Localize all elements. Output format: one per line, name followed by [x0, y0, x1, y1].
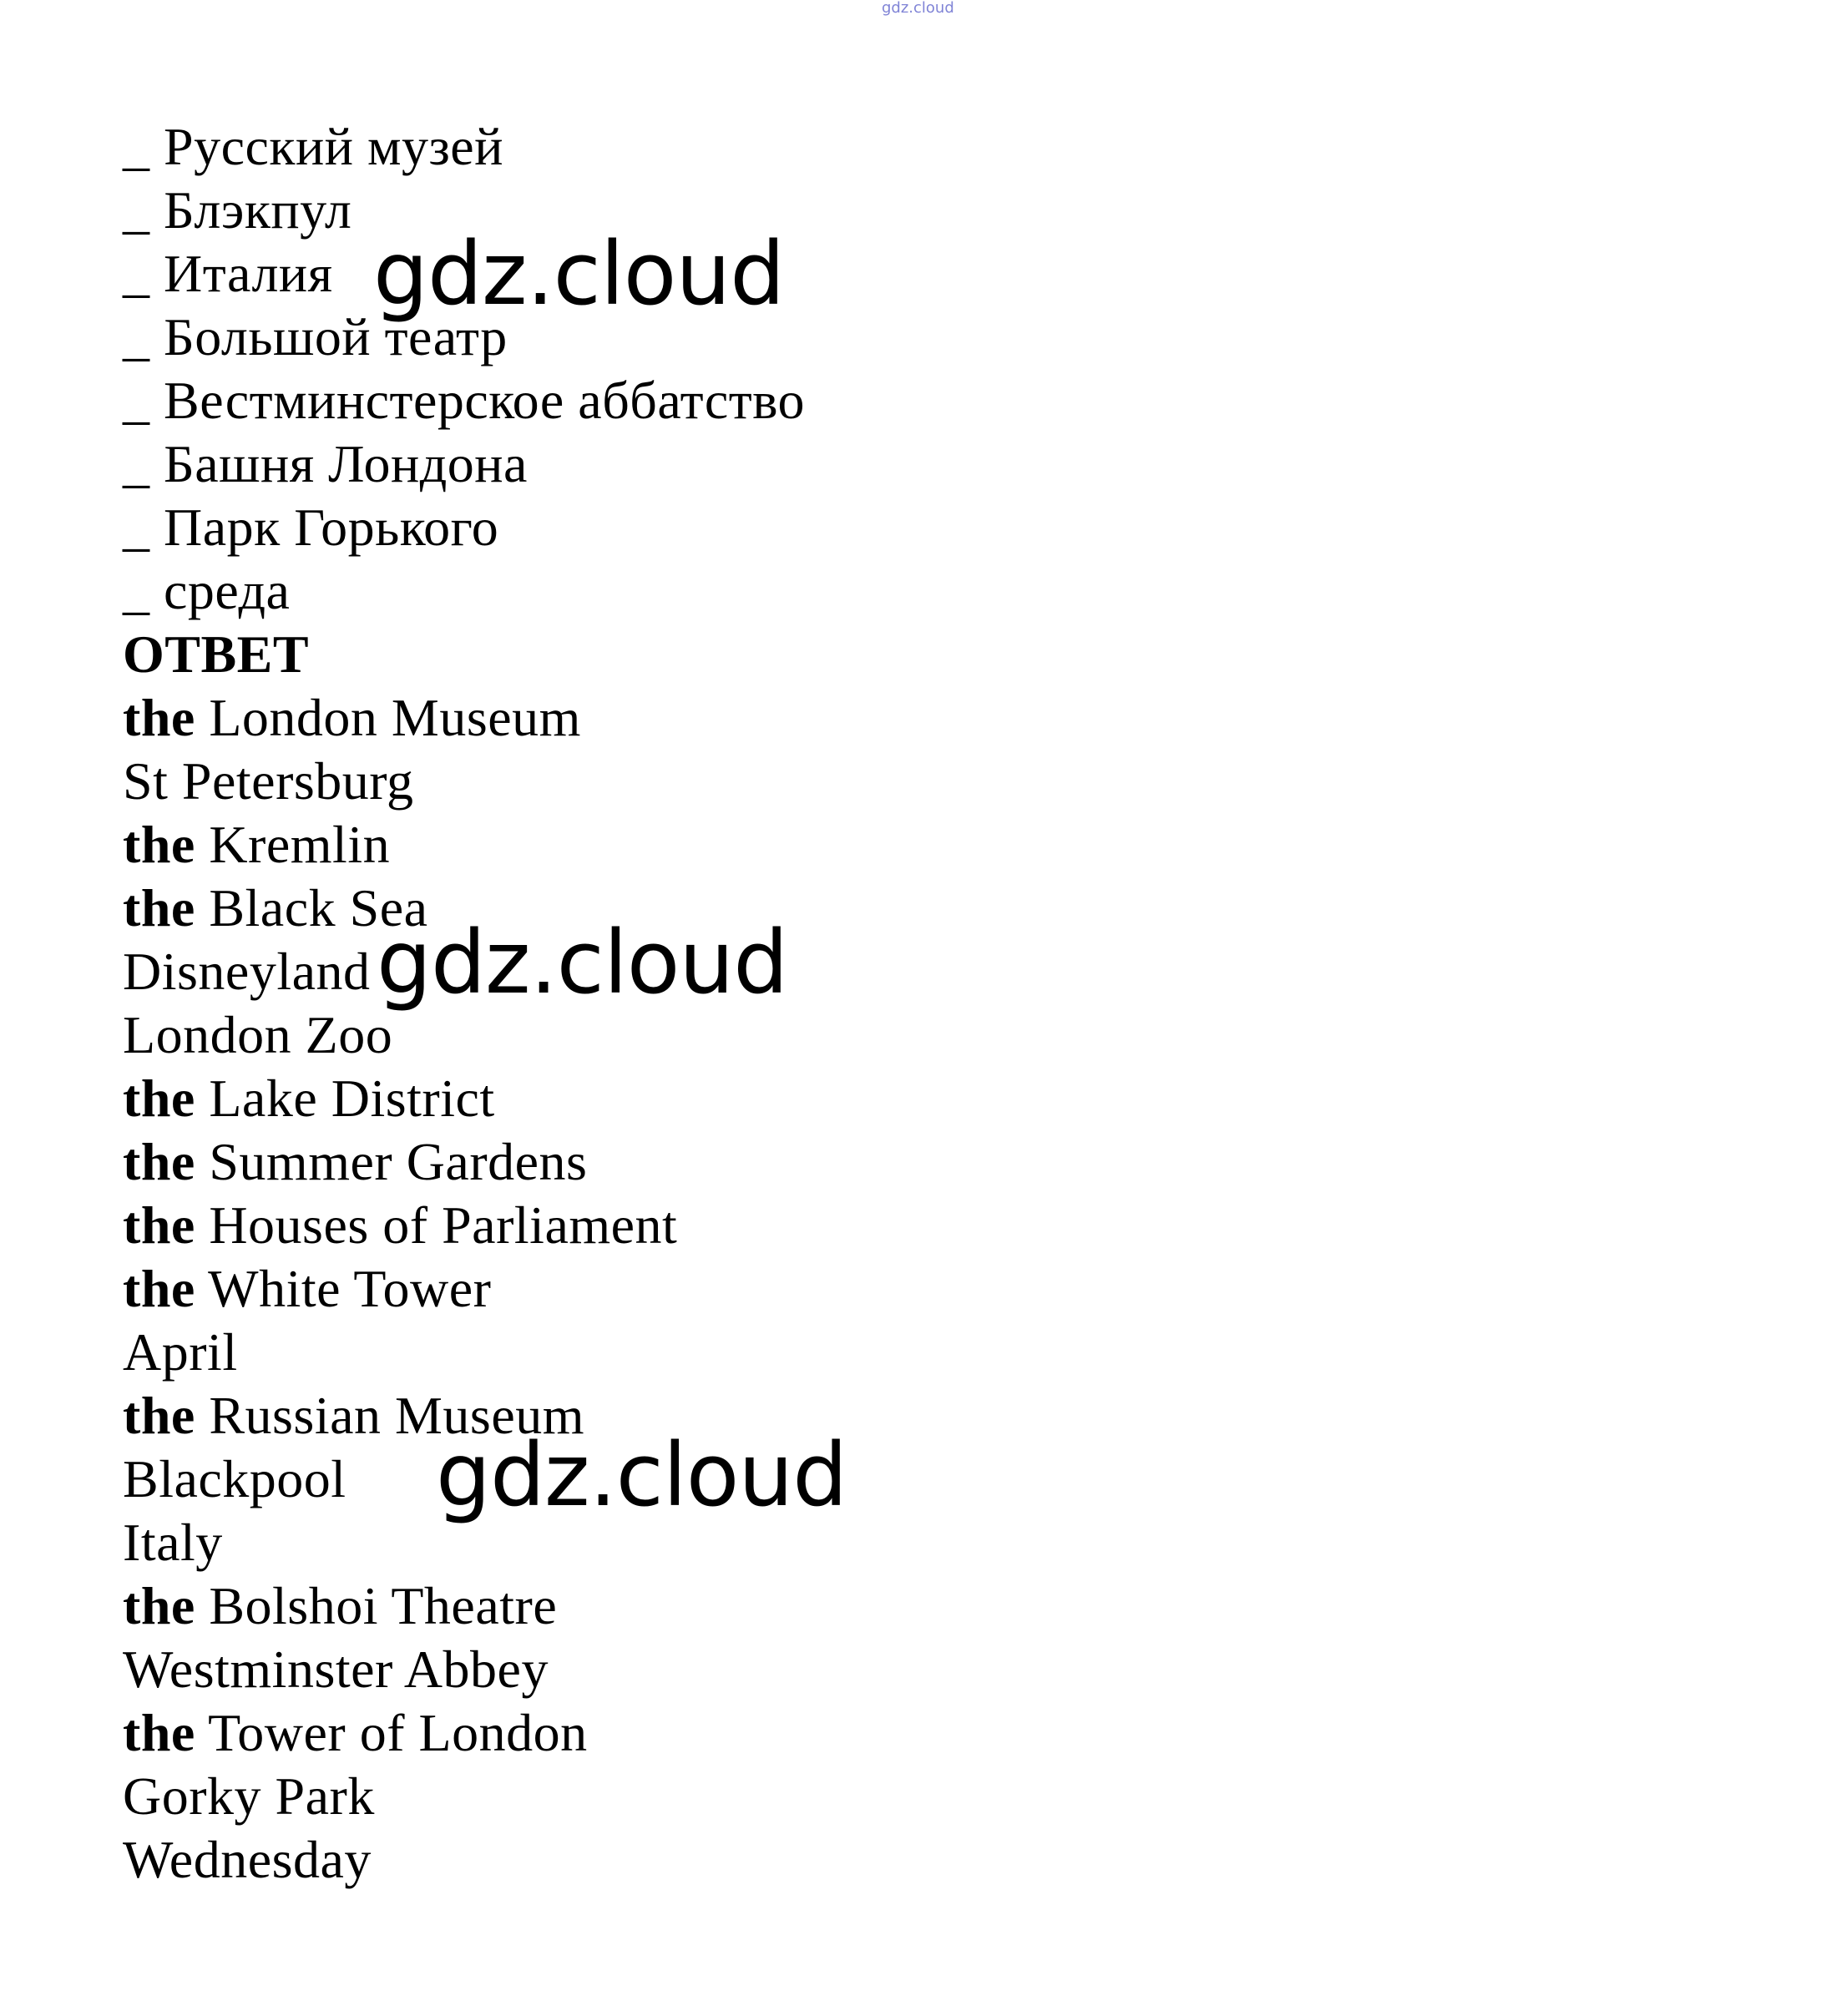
- task-item: _ Русский музей: [123, 117, 503, 176]
- answer-article: the: [123, 1576, 195, 1635]
- answer-line: [123, 1701, 805, 1765]
- answer-line: [123, 813, 805, 877]
- answer-text: Tower of London: [195, 1703, 588, 1762]
- answer-text: Kremlin: [195, 815, 391, 874]
- watermark: gdz.cloud: [377, 912, 788, 1013]
- answer-line: [123, 1067, 805, 1130]
- answer-text: Summer Gardens: [195, 1132, 588, 1191]
- answer-line: [123, 1765, 805, 1828]
- answer-text: Lake District: [195, 1069, 495, 1128]
- task-item: _ Блэкпул: [123, 180, 352, 240]
- answer-line: [123, 1321, 805, 1384]
- answer-text: Russian Museum: [195, 1386, 584, 1445]
- answer-line: [123, 1638, 805, 1701]
- answer-line: [123, 1130, 805, 1194]
- answer-line: [123, 750, 805, 813]
- header-watermark: gdz.cloud: [882, 0, 954, 17]
- answer-text: Houses of Parliament: [195, 1195, 678, 1255]
- answer-text: Westminster Abbey: [123, 1640, 549, 1699]
- answer-text: London Museum: [195, 688, 581, 747]
- answer-article: the: [123, 1195, 195, 1255]
- answer-line: [123, 1257, 805, 1321]
- answer-article: the: [123, 688, 195, 747]
- answer-text: Wednesday: [123, 1830, 372, 1889]
- answer-text: April: [123, 1322, 238, 1382]
- answer-text: St Petersburg: [123, 751, 414, 811]
- answer-article: the: [123, 1132, 195, 1191]
- answer-article: the: [123, 815, 195, 874]
- task-item: _ Италия: [123, 244, 333, 303]
- task-item: _ Вестминстерское аббатство: [123, 371, 805, 430]
- answer-heading: ОТВЕТ: [123, 624, 310, 684]
- answer-text: White Tower: [195, 1259, 492, 1318]
- watermark: gdz.cloud: [436, 1424, 847, 1526]
- task-item: _ Большой театр: [123, 307, 508, 366]
- answer-text: Bolshoi Theatre: [195, 1576, 558, 1635]
- answer-line: [123, 1574, 805, 1638]
- answer-article: the: [123, 1069, 195, 1128]
- answer-article: the: [123, 1703, 195, 1762]
- answer-article: the: [123, 878, 195, 937]
- answer-line: [123, 686, 805, 750]
- answer-text: Italy: [123, 1513, 223, 1572]
- answer-article: the: [123, 1259, 195, 1318]
- answer-text: Black Sea: [195, 878, 428, 937]
- answer-text: Blackpool: [123, 1449, 346, 1508]
- task-item: _ среда: [123, 561, 291, 620]
- answer-text: Gorky Park: [123, 1766, 375, 1826]
- answer-article: the: [123, 1386, 195, 1445]
- task-item: _ Парк Горького: [123, 498, 499, 557]
- answer-text: Disneyland: [123, 942, 371, 1001]
- answer-line: [123, 1828, 805, 1892]
- answer-line: [123, 1194, 805, 1257]
- answer-text: London Zoo: [123, 1005, 393, 1064]
- task-item: _ Башня Лондона: [123, 434, 528, 493]
- watermark: gdz.cloud: [373, 223, 785, 325]
